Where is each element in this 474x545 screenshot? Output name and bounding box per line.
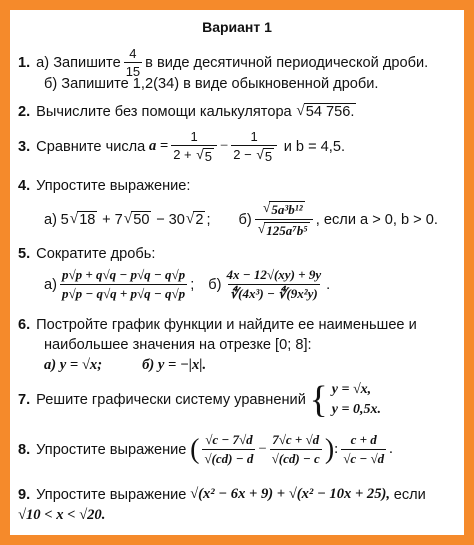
fraction: 1 2 − √ 5	[231, 129, 277, 164]
fraction: $\frac{4}{15}$	[125, 46, 141, 79]
problem-8: 8. Упростите выражение ( $\frac{√c - 7√d}{√(cd) - d}$ − $\frac{7√c + √d}{√(cd) - c}$ ) : $\frac{c + d}{√c - √d}$ .	[18, 432, 393, 466]
fraction: $\frac{p√p + q√q - p√q - q√p}{p√p - q√q + p√q - q√p}$	[61, 267, 186, 301]
problem-1b: б) Запишите 1,2(34) в виде обыкновенной дроби.	[44, 76, 379, 92]
problem-6-parts: а) y = √x; б) y = −|x|.	[44, 357, 207, 373]
fraction: $\frac{4x - 12√(xy) + 9y}{\text{∜(4x³) − ∜(9x²y)}}$	[226, 267, 322, 301]
problem-7: 7. Решите графически систему уравнений { y = √x, y = 0,5x.	[18, 379, 381, 421]
problem-5-parts: а) $\frac{p√p + q√q - p√q - q√p}{p√p - q√q + p√q - q√p}$ ; б) $\frac{4x - 12√(xy) + 9y}{\text{∜(4x³) − ∜(9x²y)}}$ .	[44, 267, 331, 301]
problem-4: 4. Упростите выражение:	[18, 178, 191, 194]
problem-5: 5. Сократите дробь:	[18, 246, 156, 262]
problem-2: 2. Вычислите без помощи калькулятора √ 54 756.	[18, 102, 355, 120]
fraction: 1 2 + √ 5	[171, 129, 217, 164]
fraction: $\frac{7√c + √d}{√(cd) - c}$	[271, 432, 320, 466]
problem-number: 1.	[18, 54, 31, 71]
brace-icon: {	[309, 379, 328, 421]
problem-6: 6. Постройте график функции и найдите ее наименьшее и	[18, 317, 417, 333]
fraction: √ 5a³b¹² √ 125a⁷b⁵	[255, 200, 313, 239]
problem-3: 3. Сравните числа a = 1 2 + √ 5 − 1 2 − √ 5 и b = 4,5.	[18, 129, 345, 164]
fraction: $\frac{√c - 7√d}{√(cd) - d}$	[204, 432, 254, 466]
fraction: $\frac{c + d}{√c - √d}$	[343, 432, 385, 466]
worksheet: Вариант 1 1. а) Запишите $\frac{4}{15}$ в виде десятичной периодической дроби. б) Запишите 1,2(34) в виде обыкновенной дроби. 2. Вычислите без помощи калькулятора √ 54 756. 3. Сравните числа a = 1 2 + √ 5 − 1 2 − √ 5 и b = 4,5. 4. Упростите выражение: а) 5 √ 18 + 7 √ 50 − 30 √ 2 ; б) √ 5a³b¹² √ 125a⁷b⁵ , если a > 0, b > 0. 5. Сократите дробь: а) $\frac{p√p + q√q - p√q - q√p}{p√p - q√q + p√q - q√p}$ ; б) $\frac{4x - 12√(xy) + 9y}{\text{∜(4x³) − ∜(9x²y)}}$ . 6. Постройте график функции и найдите ее наименьшее и наибольшее значения на отрезке [0; 8]: а) y = √x; б) y = −|x|. 7. Решите графически систему уравнений { y = √x, y = 0,5x. 8. Упростите выражение ( $\frac{√c - 7√d}{√(cd) - d}$ − $\frac{7√c + √d}{√(cd) - c}$ ) : $\frac{c + d}{√c - √d}$ . 9. Упростите выражение √(x² − 6x + 9) + √(x² − 10x + 25), если √10 < x < √20.	[10, 10, 464, 535]
sqrt-expression: √ 54 756.	[296, 102, 355, 120]
page-title: Вариант 1	[202, 19, 272, 35]
problem-9: 9. Упростите выражение √(x² − 6x + 9) + √(x² − 10x + 25), если	[18, 486, 426, 503]
problem-4-parts: а) 5 √ 18 + 7 √ 50 − 30 √ 2 ; б) √ 5a³b¹² √ 125a⁷b⁵ , если a > 0, b > 0.	[44, 200, 438, 238]
problem-1a: 1. а) Запишите $\frac{4}{15}$ в виде десятичной периодической дроби.	[18, 46, 429, 79]
